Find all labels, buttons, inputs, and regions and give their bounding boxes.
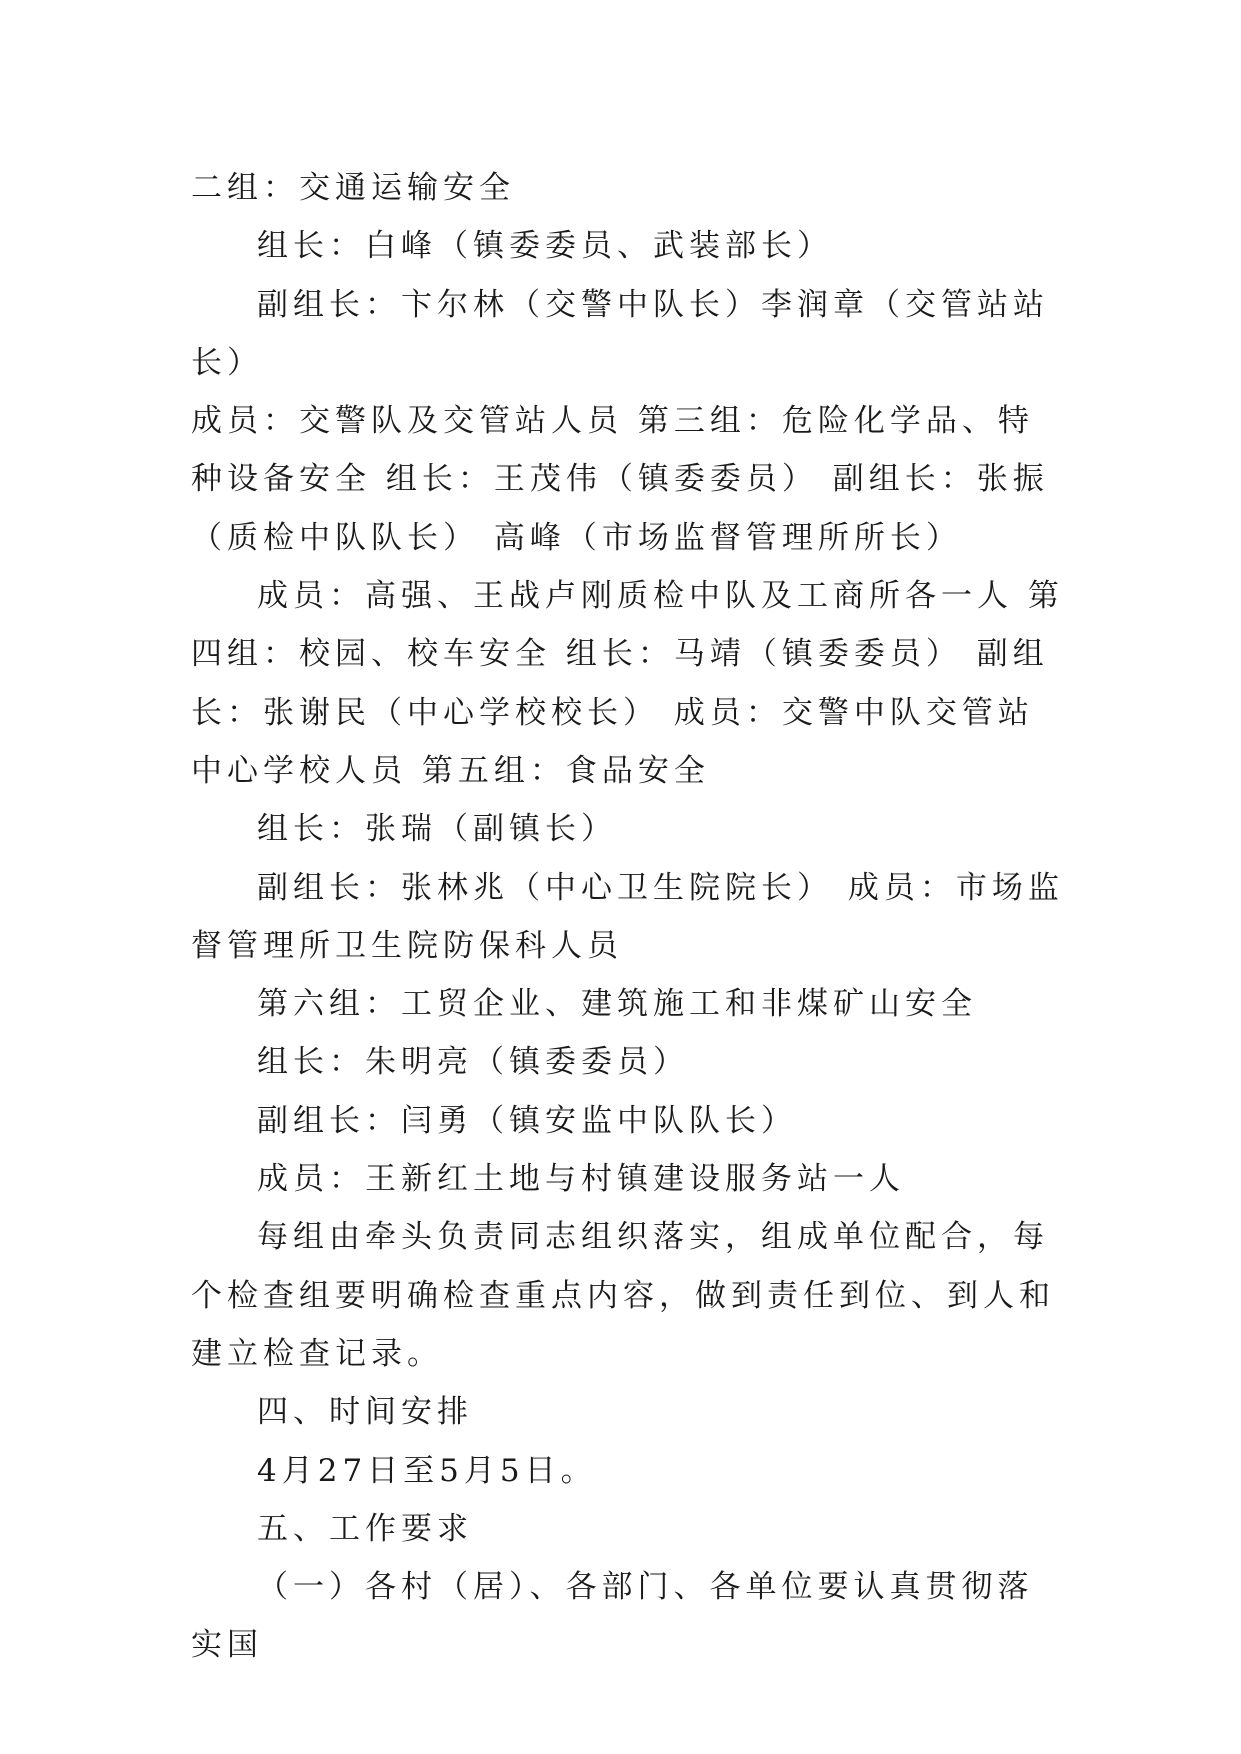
- paragraph-group-two-members-and-group-three: 成员：交警队及交管站人员 第三组：危险化学品、特种设备安全 组长：王茂伟（镇委委员） 副组长：张振（质检中队队长） 高峰（市场监督管理所所长）: [191, 403, 1049, 556]
- paragraph-group-six-leader: 组长：朱明亮（镇委委员）: [257, 1044, 689, 1081]
- paragraph-group-six-deputy: 副组长：闫勇（镇安监中队队长）: [257, 1102, 797, 1139]
- paragraph-schedule-dates: 4月27日至5月5日。: [257, 1452, 597, 1489]
- section-heading-schedule: 四、时间安排: [257, 1394, 473, 1431]
- paragraph-group-six-members: 成员：王新红土地与村镇建设服务站一人: [257, 1161, 905, 1198]
- paragraph-group-five-deputy: 副组长：张林兆（中心卫生院院长） 成员：市场监督管理所卫生院防保科人员: [191, 869, 1064, 964]
- paragraph-group-two-title: 二组：交通运输安全: [191, 170, 515, 206]
- paragraph-group-three-members-and-groups-four-five: 成员：高强、王战卢刚质检中队及工商所各一人 第四组：校园、校车安全 组长：马靖（镇委委员） 副组长：张谢民（中心学校校长） 成员：交警中队交管站中心学校人员 第五组：食品安全: [191, 578, 1064, 789]
- section-heading-requirements: 五、工作要求: [257, 1510, 473, 1547]
- paragraph-group-responsibility: 每组由牵头负责同志组织落实，组成单位配合，每个检查组要明确检查重点内容，做到责任到位、到人和建立检查记录。: [191, 1219, 1055, 1372]
- paragraph-requirement-one: （一）各村（居）、各部门、各单位要认真贯彻落实国: [191, 1569, 1034, 1664]
- paragraph-group-two-leader: 组长：白峰（镇委委员、武装部长）: [257, 228, 833, 265]
- document-body: [191, 159, 1066, 1675]
- paragraph-group-five-leader: 组长：张瑞（副镇长）: [257, 811, 617, 848]
- paragraph-group-two-deputy: 副组长：卞尔林（交警中队长）李润章（交管站站长）: [191, 286, 1049, 381]
- paragraph-group-six-title: 第六组：工贸企业、建筑施工和非煤矿山安全: [257, 986, 977, 1023]
